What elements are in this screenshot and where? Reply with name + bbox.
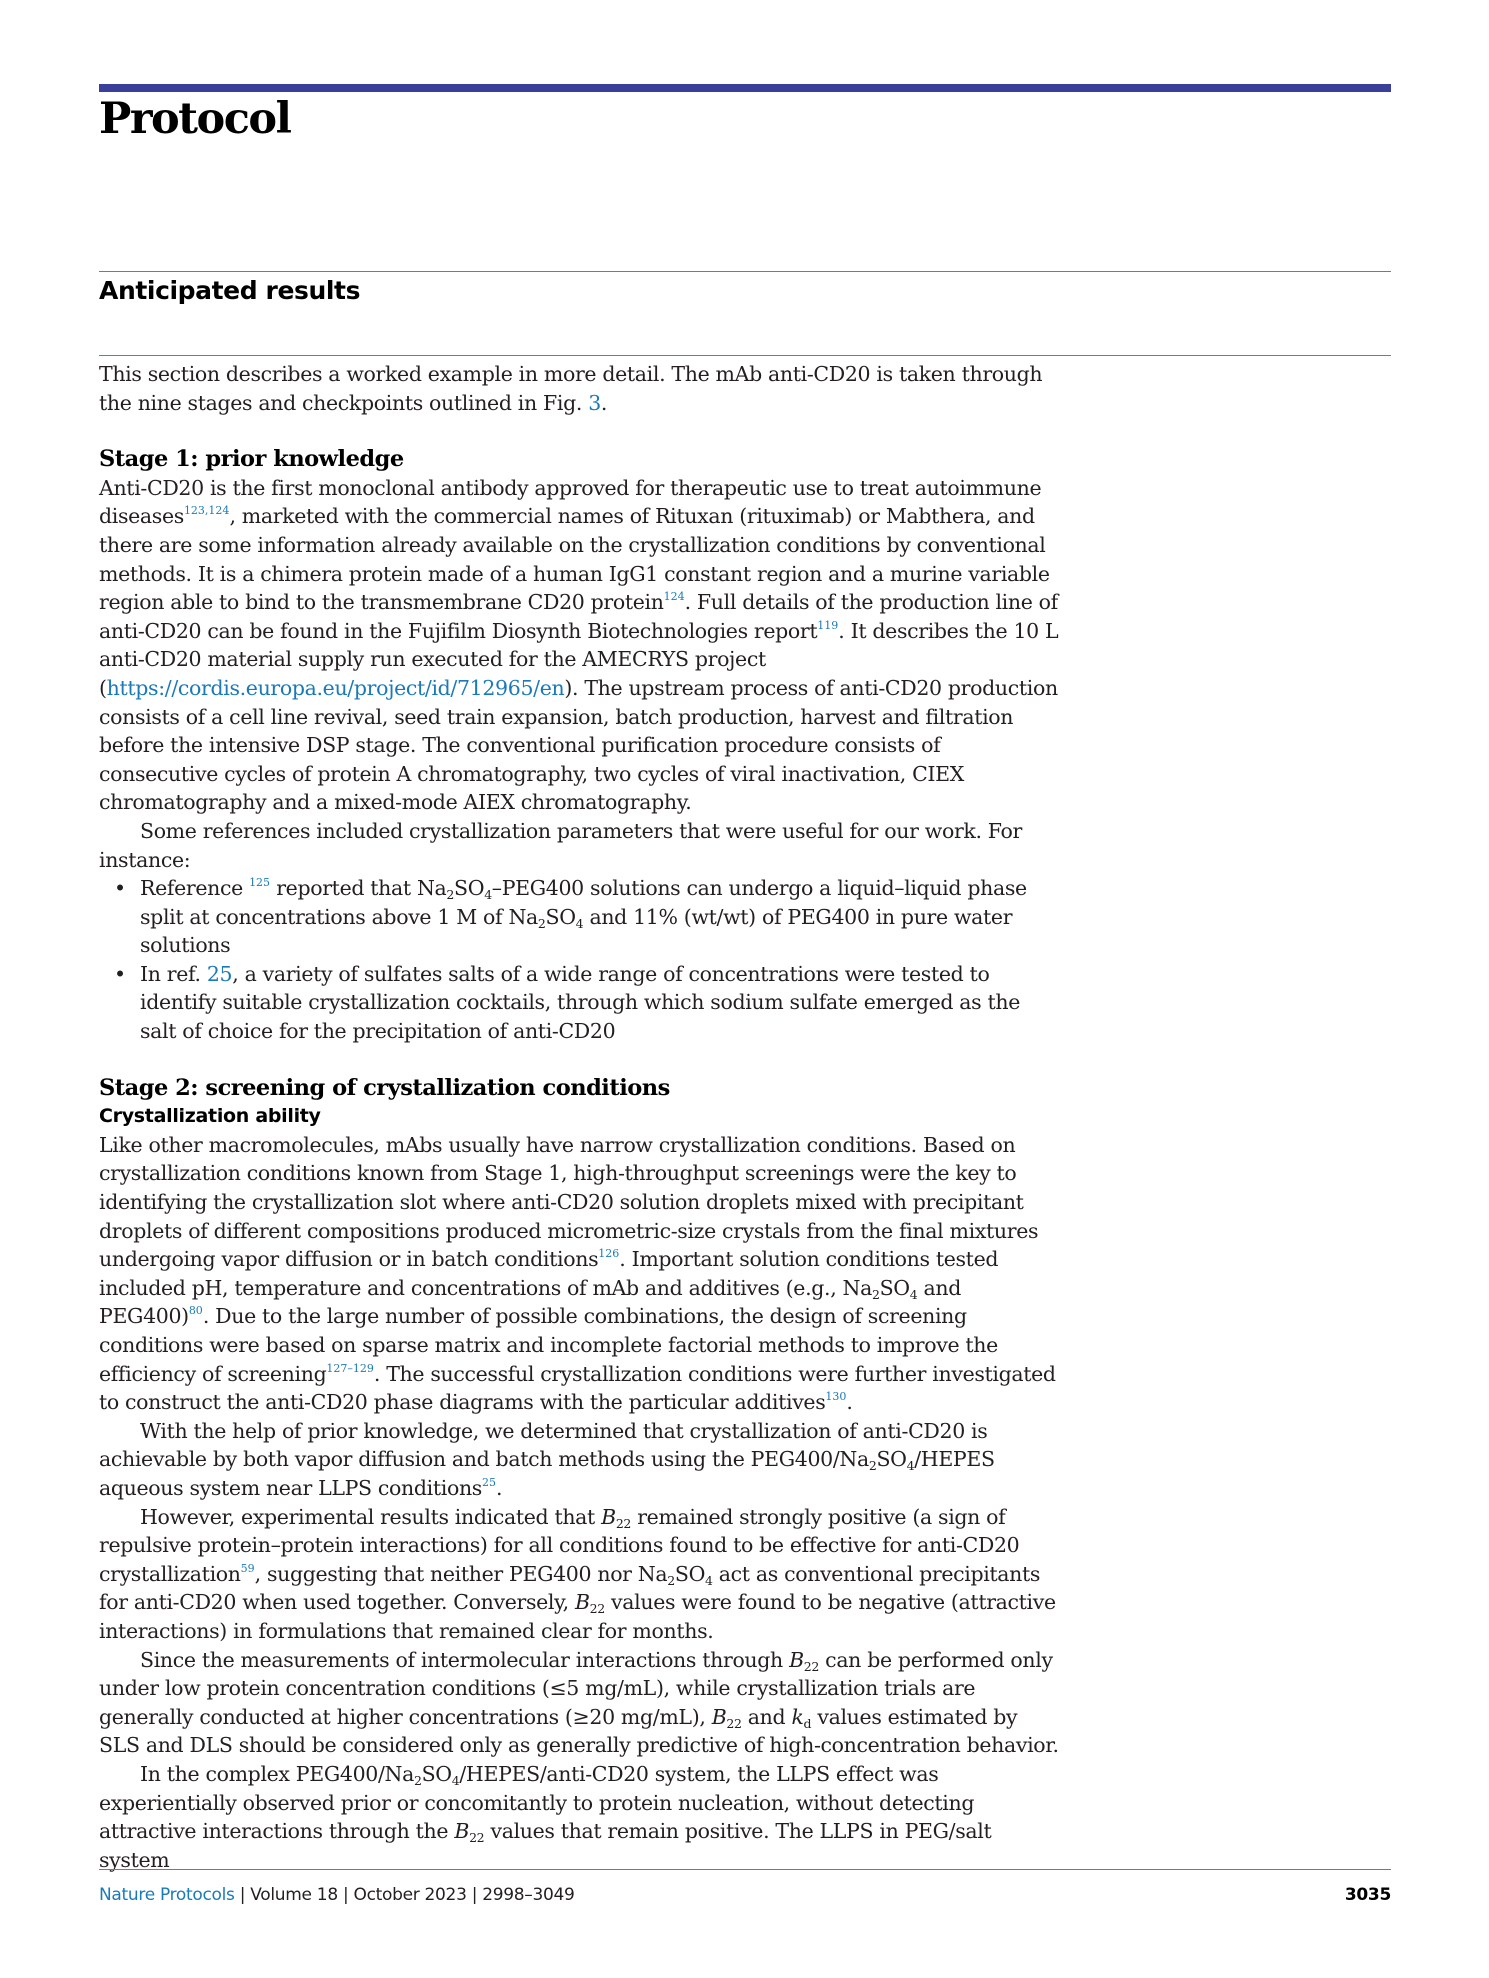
stage2-paragraph-2: With the help of prior knowledge, we determined that crystallization of anti-CD20 is achievable by both vapor diffusion and batch methods using the $PEG400/Na_2SO_4$/HEPES aqueous system near LLPS conditions$^{25}$. [99, 1418, 995, 1500]
cordis-url-link[interactable]: https://cordis.europa.eu/project/id/712965/en [106, 675, 565, 700]
stage2-paragraph-5: In the complex $PEG400/Na_2SO_4/HEPES/anti-CD20$ system, the LLPS effect was experientially observed prior or concomitantly to protein nucleation, without detecting attractive interactions through the $B_{22}$ values that remain positive. The LLPS in PEG/salt system [99, 1761, 992, 1872]
citation-link[interactable]: 119 [817, 618, 839, 632]
stage2-subheading: Crystallization ability [99, 1105, 321, 1128]
stage2-paragraph-1: Like other macromolecules, mAbs usually have narrow crystallization conditions. Based on crystallization conditions known from Stage 1, high-throughput screenings were the key to identifying the crystallization slot where anti-CD20 solution droplets mixed with precipitant droplets of different compositions produced micrometric-size crystals from the final mixtures undergoing vapor diffusion or in batch conditions$^{126}$. Important solution conditions tested included pH, temperature and concentrations of mAb and additives (e.g., $Na_2SO_4$ and PEG400)$^{80}$. Due to the large number of possible combinations, the design of screening conditions were based on sparse matrix and incomplete factorial methods to improve the efficiency of screening$^{127-129}$. The successful crystallization conditions were further investigated to construct the anti-CD20 phase diagrams with the particular additives$^{130}$. [99, 1132, 1056, 1415]
main-text [99, 360, 1059, 1874]
citation-link[interactable]: 127–129 [326, 1361, 374, 1375]
page-range: 2998–3049 [482, 1885, 575, 1905]
section-bottom-rule [99, 355, 1391, 356]
header-accent-bar [99, 84, 1391, 92]
citation-link[interactable]: 130 [825, 1390, 847, 1404]
journal-name-link[interactable]: Nature Protocols [99, 1885, 235, 1905]
reference-bullet-list [99, 874, 1059, 1046]
page-footer: Nature Protocols | Volume 18 | October 2023 | 2998–3049 3035 [99, 1885, 1391, 1905]
article-type-title: Protocol [99, 94, 291, 144]
citation-link[interactable]: 125 [249, 876, 271, 890]
citation-link[interactable]: 80 [188, 1304, 203, 1318]
citation-link[interactable]: 123,124 [183, 504, 230, 518]
figure-link[interactable]: 3 [588, 390, 601, 415]
list-item: • In ref. 25, a variety of sulfates salts of a wide range of concentrations were tested to identify suitable crystallization cocktails, through which sodium sulfate emerged as the salt of choice for the precipitation of anti-CD20 [114, 961, 1021, 1044]
stage1-paragraph-1: Anti-CD20 is the first monoclonal antibody approved for therapeutic use to treat autoimmune diseases$^{123,124}$, marketed with the commercial names of Rituxan (rituximab) or Mabthera, and there are some information already available on the crystallization conditions by conventional methods. It is a chimera protein made of a human IgG1 constant region and a murine variable region able to bind to the transmembrane CD20 protein$^{124}$. Full details of the production line of anti-CD20 can be found in the Fujifilm Diosynth Biotechnologies report$^{119}$. It describes the 10 L anti-CD20 material supply run executed for the AMECRYS project (https://cordis.europa.eu/project/id/712965/en). The upstream process of anti-CD20 production consists of a cell line revival, seed train expansion, batch production, harvest and filtration before the intensive DSP stage. The conventional purification procedure consists of consecutive cycles of protein A chromatography, two cycles of viral inactivation, CIEX chromatography and a mixed-mode AIEX chromatography. [99, 475, 1059, 815]
citation-link[interactable]: 25 [481, 1475, 496, 1489]
section-top-rule [99, 271, 1391, 272]
page-number: 3035 [1344, 1885, 1391, 1905]
bullet-icon: • [114, 876, 126, 901]
stage2-paragraph-3: However, experimental results indicated that $B_{22}$ remained strongly positive (a sign of repulsive protein–protein interactions) for all conditions found to be effective for anti-CD20 crystallization$^{59}$, suggesting that neither PEG400 nor $Na_2SO_4$ act as conventional precipitants for anti-CD20 when used together. Conversely, $B_{22}$ values were found to be negative (attractive interactions) in formulations that remained clear for months. [99, 1504, 1056, 1643]
volume: Volume 18 [250, 1885, 338, 1905]
stage2-heading: Stage 2: screening of crystallization conditions [99, 1074, 670, 1101]
citation-link[interactable]: 25 [206, 961, 233, 986]
citation-link[interactable]: 124 [663, 590, 685, 604]
issue-date: October 2023 [353, 1885, 467, 1905]
stage1-heading: Stage 1: prior knowledge [99, 446, 404, 473]
footer-rule [99, 1869, 1391, 1870]
stage1-paragraph-2: Some references included crystallization parameters that were useful for our work. For instance: [99, 818, 1022, 872]
bullet-icon: • [114, 961, 126, 986]
citation-link[interactable]: 126 [598, 1247, 620, 1261]
section-title: Anticipated results [99, 276, 361, 305]
citation-link[interactable]: 59 [240, 1561, 255, 1575]
list-item: • Reference $^{125}$ reported that $Na_2SO_4-PEG400$ solutions can undergo a liquid–liquid phase split at concentrations above 1 M of $Na_2SO_4$ and 11% (wt/wt) of PEG400 in pure water solutions [114, 876, 1027, 958]
intro-paragraph: This section describes a worked example in more detail. The mAb anti-CD20 is taken through the nine stages and checkpoints outlined in Fig. 3. [99, 362, 1043, 415]
stage2-paragraph-4: Since the measurements of intermolecular interactions through $B_{22}$ can be performed only under low protein concentration conditions (≤5 mg/mL), while crystallization trials are generally conducted at higher concentrations (≥20 mg/mL), $B_{22}$ and $k_d$ values estimated by SLS and DLS should be considered only as generally predictive of high-concentration behavior. [99, 1647, 1059, 1758]
